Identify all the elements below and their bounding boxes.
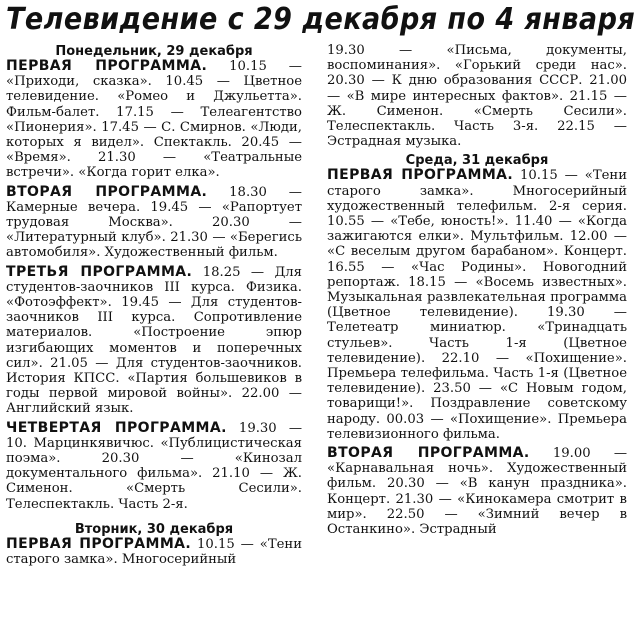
day-heading-tuesday: Вторник, 30 декабря [74,521,234,537]
program-text: 19.00 — «Карнавальная ночь». Художественный фильм. 20.30 — «В канун праздника». Концерт. 21.30 — «Кинокамера смотрит в мир». 22.50 — «Зимний вечер в Останкино». Эстрадный [327,446,628,538]
program-label: ПЕРВАЯ ПРОГРАММА. [6,58,208,74]
program-listing-second-monday [6,185,302,261]
program-listing-first-monday [6,59,302,181]
program-label: ПЕРВАЯ ПРОГРАММА. [327,167,514,184]
program-label: ЧЕТВЕРТАЯ ПРОГРАММА. [6,419,227,436]
program-listing-third-monday [6,265,302,417]
program-listing-continued-tuesday [327,43,627,149]
program-text: 18.25 — Для студентов-заочников III курса. Физика. «Фотоэффект». 19.45 — Для студентов-заочников III курса. Сопротивление материалов. «Построение эпюр изгибающих моментов и поперечных сил». 21.05 — Для студентов-заочников. История КПСС. «Партия большевиков в годы первой мировой войны». 22.00 — Английский язык. [6,264,303,417]
day-heading-wednesday: Среда, 31 декабря [405,153,549,169]
program-text: 19.30 — 10. Марцинкявичюс. «Публицистическая поэма». 20.30 — «Кинозал документального фильма». 21.10 — Ж. Сименон. «Смерть Сесили». Телеспектакль. Часть 2-я. [6,420,303,512]
program-text: 18.30 — Камерные вечера. 19.45 — «Рапортует трудовая Москва». 20.30 — «Литературный клуб». 21.30 — «Берегись автомобиля». Художественный фильм. [6,184,302,261]
program-text: 10.15 — «Приходи, сказка». 10.45 — Цветное телевидение. «Ромео и Джульетта». Фильм-балет. 17.15 — Телеагентство «Пионерия». 17.45 — С. Смирнов. «Люди, которых я видел». Спектакль. 20.45 — «Время». 21.30 — «Театральные встречи». «Когда горит елка». [6,59,302,181]
program-listing-fourth-monday [6,421,302,512]
day-heading-monday: Понедельник, 29 декабря [55,44,253,59]
right-column [327,43,627,619]
program-listing-first-wednesday [327,168,627,442]
program-text: 19.30 — «Письма, документы, воспоминания». «Горький среди нас». 20.30 — К дню образования СССР. 21.00 — «В мире интересных фактов». 21.15 — Ж. Сименон. «Смерть Сесили». Телеспектакль. Часть 3-я. 22.15 — Эстрадная музыка. [327,43,627,150]
page-title: Телевидение с 29 декабря по 4 января [6,2,635,37]
program-label: ВТОРАЯ ПРОГРАММА. [327,445,530,462]
program-label: ПЕРВАЯ ПРОГРАММА. [6,535,192,552]
program-text: 10.15 — «Тени старого замка». Многосерийный [6,536,302,568]
program-label: ВТОРАЯ ПРОГРАММА. [6,183,208,200]
program-text: 10.15 — «Тени старого замка». Многосерийный художественный телефильм. 2-я серия. 10.55 — «Тебе, юность!». 11.40 — «Когда зажигаются елки». Мультфильм. 12.00 — «С веселым другом барабаном». Концерт. 16.55 — «Час Родины». Новогодний репортаж. 18.15 — «Восемь известных». Музыкальная развлекательная программа (Цветное телевидение). 19.30 — Телетеатр миниатюр. «Тринадцать стульев». Часть 1-я (Цветное телевидение). 22.10 — «Похищение». Премьера телефильма. Часть 1-я (Цветное телевидение). 23.50 — «С Новым годом, товарищи!». Поздравление советскому народу. 00.03 — «Похищение». Премьера телевизионного фильма. [327,168,627,442]
program-listing-second-wednesday [327,446,627,537]
program-listing-first-tuesday [6,537,302,567]
left-column [6,44,302,620]
program-label: ТРЕТЬЯ ПРОГРАММА. [6,263,193,280]
